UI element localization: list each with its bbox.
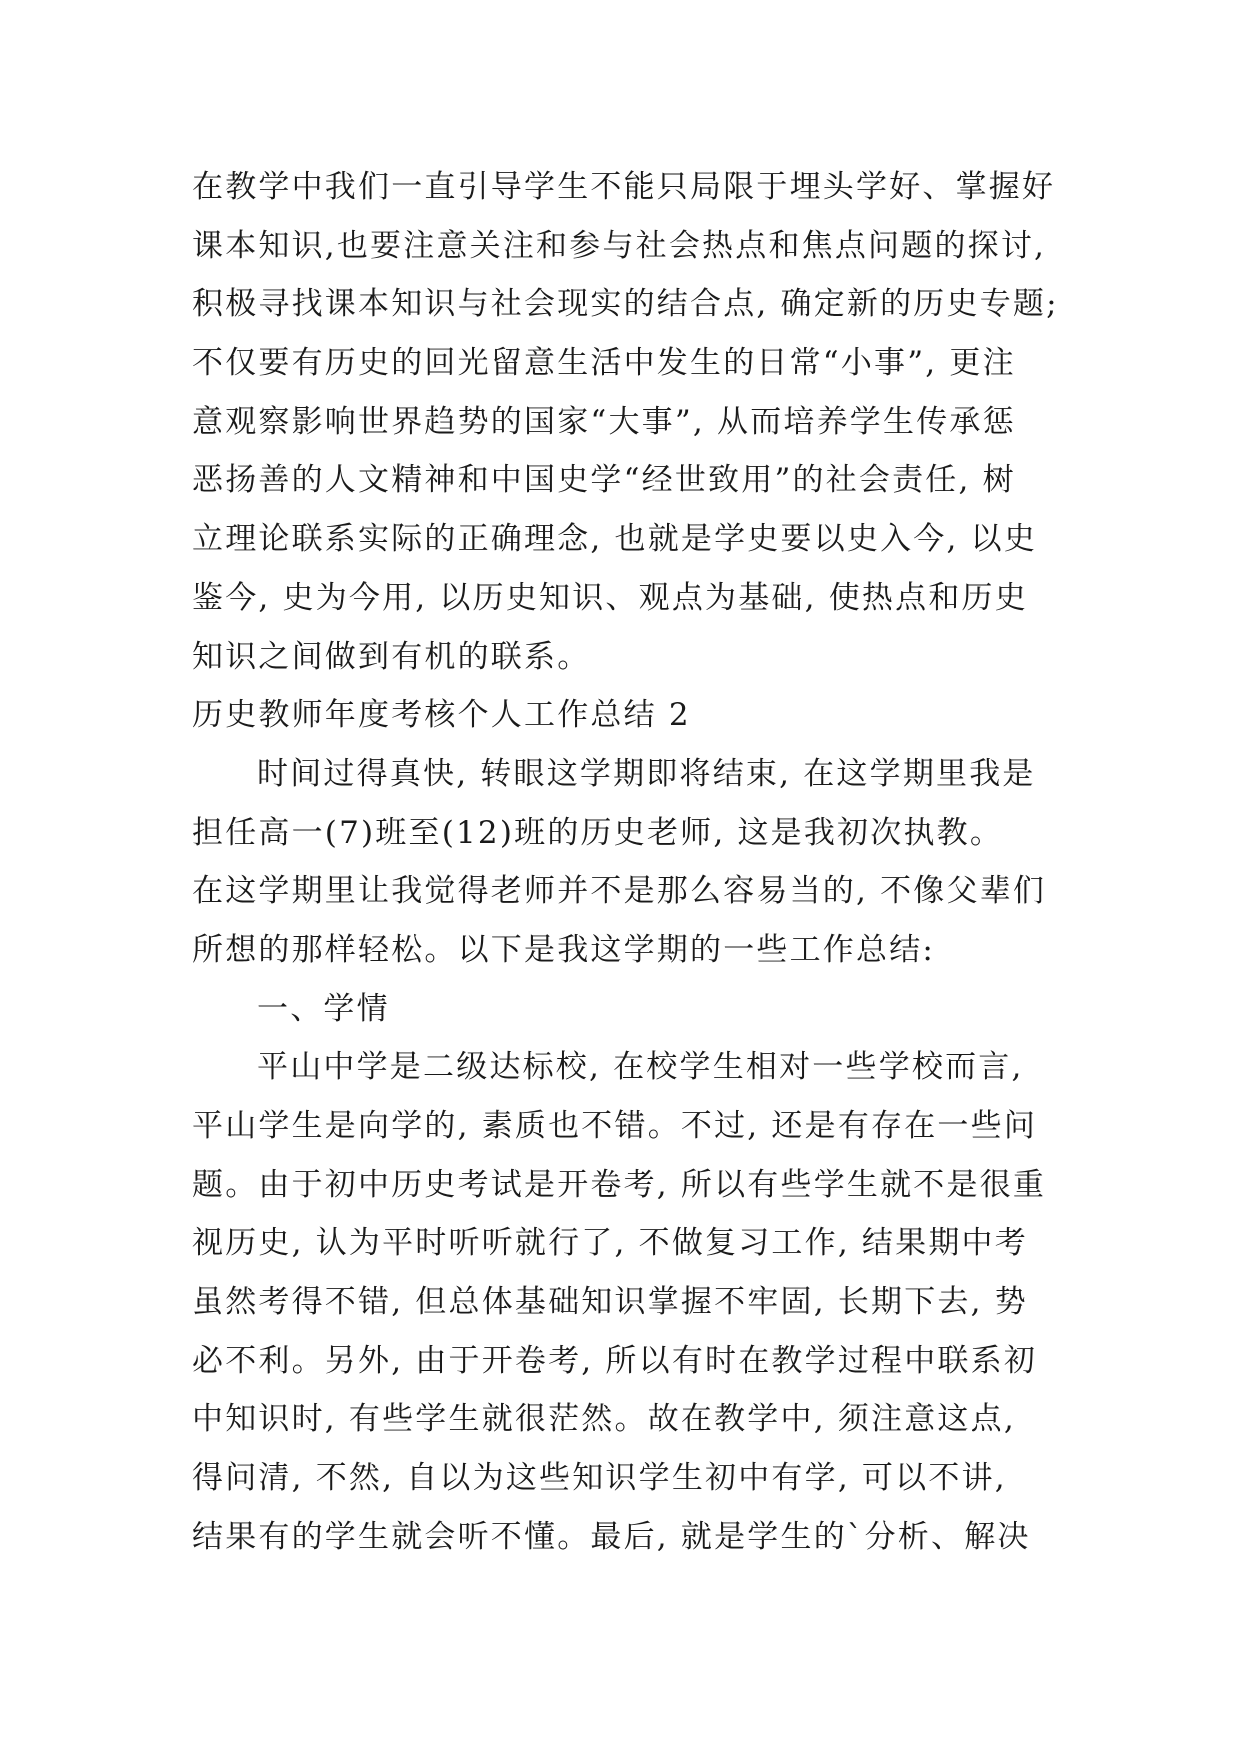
text-line: 结果有的学生就会听不懂。最后, 就是学生的`分析、解决 — [192, 1518, 1031, 1555]
text-line: 鉴今, 史为今用, 以历史知识、观点为基础, 使热点和历史 — [192, 579, 1028, 616]
text-line: 恶扬善的人文精神和中国史学“经世致用”的社会责任, 树 — [192, 462, 1016, 499]
text-line: 所想的那样轻松。以下是我这学期的一些工作总结: — [192, 931, 936, 968]
text-line: 一、学情 — [257, 990, 390, 1027]
text-line: 题。由于初中历史考试是开卷考, 所以有些学生就不是很重 — [192, 1166, 1047, 1203]
text-line: 意观察影响世界趋势的国家“大事”, 从而培养学生传承惩 — [192, 403, 1016, 440]
text-line: 中知识时, 有些学生就很茫然。故在教学中, 须注意这点, — [192, 1401, 1016, 1438]
text-line: 担任高一(7)班至(12)班的历史老师, 这是我初次执教。 — [192, 814, 1004, 851]
text-line: 知识之间做到有机的联系。 — [192, 638, 591, 675]
text-line: 平山学生是向学的, 素质也不错。不过, 还是有存在一些问 — [192, 1108, 1038, 1144]
text-line: 虽然考得不错, 但总体基础知识掌握不牢固, 长期下去, 势 — [192, 1284, 1028, 1321]
document-body — [192, 158, 1092, 1567]
text-line: 平山中学是二级达标校, 在校学生相对一些学校而言, — [257, 1049, 1024, 1086]
text-line: 时间过得真快, 转眼这学期即将结束, 在这学期里我是 — [257, 755, 1036, 792]
text-line: 立理论联系实际的正确理念, 也就是学史要以史入今, 以史 — [192, 521, 1038, 558]
text-line: 在教学中我们一直引导学生不能只局限于埋头学好、掌握好 — [192, 169, 1056, 205]
text-line: 得问清, 不然, 自以为这些知识学生初中有学, 可以不讲, — [192, 1460, 1007, 1497]
text-line: 必不利。另外, 由于开卷考, 所以有时在教学过程中联系初 — [192, 1342, 1038, 1379]
text-line: 视历史, 认为平时听听就行了, 不做复习工作, 结果期中考 — [192, 1225, 1028, 1262]
text-line: 在这学期里让我觉得老师并不是那么容易当的, 不像父辈们 — [192, 873, 1047, 910]
text-line: 积极寻找课本知识与社会现实的结合点, 确定新的历史专题; — [192, 286, 1059, 323]
text-line: 课本知识,也要注意关注和参与社会热点和焦点问题的探讨, — [192, 227, 1047, 264]
text-line: 历史教师年度考核个人工作总结 2 — [192, 697, 691, 734]
text-line: 不仅要有历史的回光留意生活中发生的日常“小事”, 更注 — [192, 345, 1016, 382]
